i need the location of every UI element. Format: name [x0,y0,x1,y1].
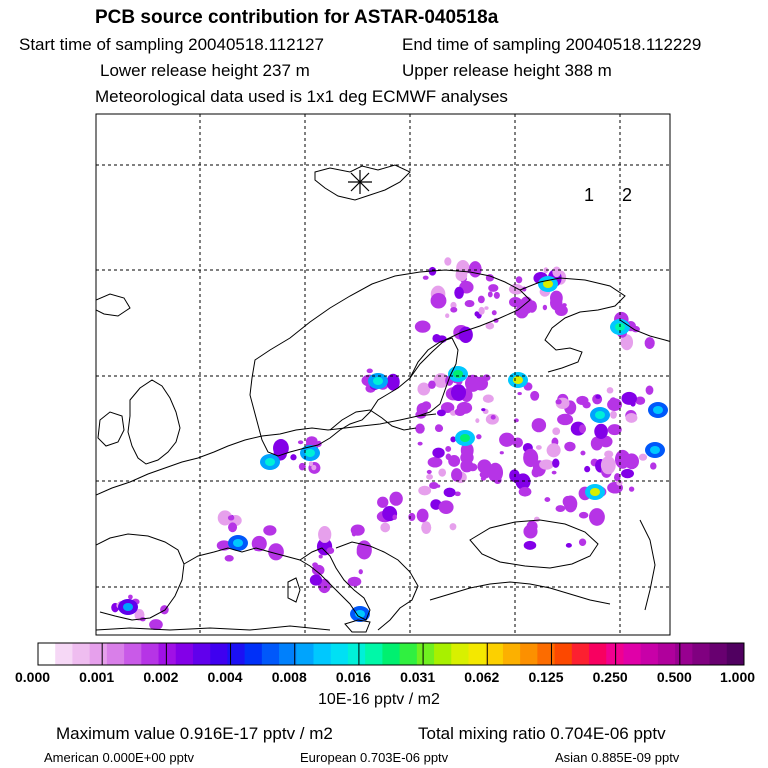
colorbar-cell [141,643,159,665]
colorbar-cell [468,643,486,665]
colorbar-cell [675,643,693,665]
colorbar-cell [314,643,332,665]
colorbar-cell [331,643,349,665]
colorbar-cell [55,643,73,665]
asian-contribution: Asian 0.885E-09 pptv [555,750,680,765]
colorbar-tick-label: 1.000 [720,669,756,685]
colorbar-cell [692,643,710,665]
colorbar-cell [72,643,90,665]
colorbar-cell [710,643,728,665]
colorbar-cell [245,643,263,665]
colorbar-tick-label: 0.062 [464,669,500,685]
colorbar-cell [279,643,297,665]
colorbar-cell [623,643,641,665]
colorbar-cell [348,643,366,665]
colorbar-cell [107,643,125,665]
colorbar-unit-label: 10E-16 pptv / m2 [318,691,440,708]
colorbar-cell [193,643,211,665]
colorbar-cell [400,643,418,665]
meteo-label: Meteorological data used is 1x1 deg ECMWF analyses [95,87,508,106]
colorbar-cell [417,643,435,665]
colorbar-cell [262,643,280,665]
marker-label-1: 1 [584,185,595,205]
colorbar-cell [555,643,573,665]
colorbar-cell [176,643,194,665]
colorbar-cell [658,643,676,665]
max-value-label: Maximum value 0.916E-17 pptv / m2 [56,724,333,743]
colorbar-cell [124,643,142,665]
colorbar-cell [537,643,555,665]
colorbar-tick-label: 0.125 [528,669,564,685]
plot-title: PCB source contribution for ASTAR-040518a [95,7,499,28]
colorbar-cell [210,643,228,665]
colorbar-tick-label: 0.250 [592,669,628,685]
colorbar-tick-label: 0.001 [79,669,115,685]
colorbar-cell [572,643,590,665]
colorbar-cell [434,643,452,665]
colorbar-cell [503,643,521,665]
marker-label-2: 2 [622,185,633,205]
colorbar-cell [727,643,745,665]
colorbar-cell [520,643,538,665]
colorbar-cell [365,643,383,665]
end-time-label: End time of sampling 20040518.112229 [402,35,702,54]
colorbar-tick-label: 0.500 [656,669,692,685]
colorbar-cell [90,643,108,665]
colorbar-cell [159,643,177,665]
colorbar-cell [486,643,504,665]
colorbar-tick-label: 0.016 [335,669,371,685]
lower-height-label: Lower release height 237 m [100,61,310,80]
european-contribution: European 0.703E-06 pptv [300,750,449,765]
colorbar-cell [451,643,469,665]
colorbar-cell [606,643,624,665]
colorbar-tick-label: 0.004 [207,669,243,685]
colorbar-cell [38,643,56,665]
american-contribution: American 0.000E+00 pptv [44,750,194,765]
colorbar-cell [382,643,400,665]
colorbar-tick-label: 0.002 [143,669,179,685]
colorbar-cell [641,643,659,665]
colorbar-tick-label: 0.008 [271,669,307,685]
total-mixing-label: Total mixing ratio 0.704E-06 pptv [418,724,666,743]
start-time-label: Start time of sampling 20040518.112127 [19,35,324,54]
colorbar-tick-label: 0.031 [400,669,436,685]
colorbar-cell [589,643,607,665]
colorbar-cell [296,643,314,665]
upper-height-label: Upper release height 388 m [402,61,612,80]
colorbar-tick-label: 0.000 [15,669,51,685]
